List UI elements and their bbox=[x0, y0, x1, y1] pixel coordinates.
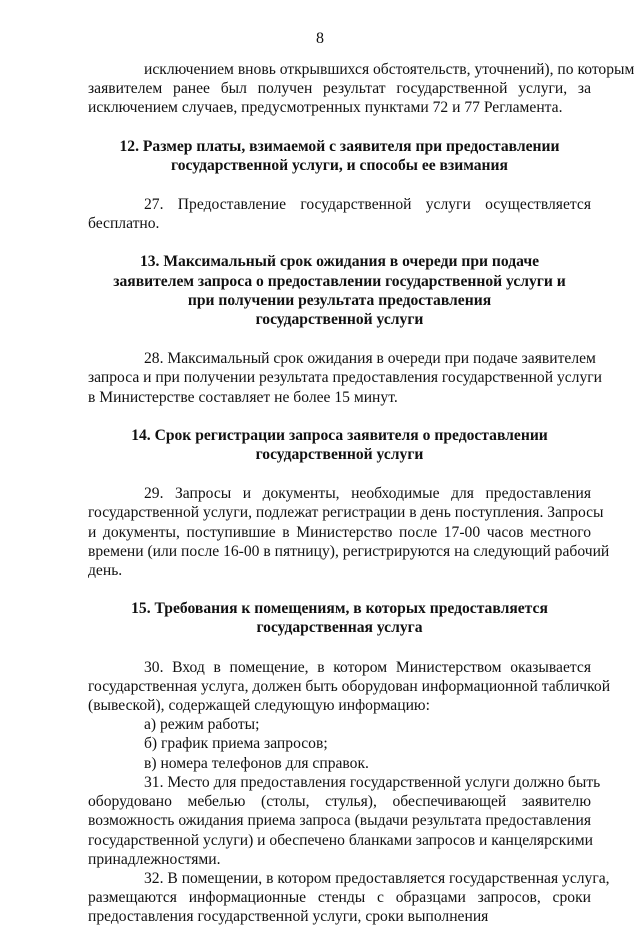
heading-line: при получении результата предоставления bbox=[187, 291, 492, 309]
section-heading bbox=[88, 599, 591, 637]
paragraph-line: в Министерстве составляет не более 15 минут. bbox=[88, 388, 398, 406]
paragraph-line: 27. Предоставление государственной услуги осуществляется bbox=[144, 196, 591, 214]
paragraph-line: 30. Вход в помещение, в котором Министерством оказывается bbox=[144, 658, 591, 676]
heading-line: государственная услуга bbox=[256, 619, 423, 637]
heading-line: заявителем запроса о предоставлении государственной услуги и bbox=[113, 272, 566, 290]
paragraph-line: заявителем ранее был получен результат государственной услуги, за bbox=[88, 80, 591, 98]
paragraph-line: запроса и при получении результата предоставления государственной услуги bbox=[88, 369, 602, 387]
section-heading bbox=[88, 252, 591, 329]
page-number: 8 bbox=[316, 30, 324, 47]
paragraph-line: (вывеской), содержащей следующую информацию: bbox=[88, 697, 430, 715]
paragraph-line: 31. Место для предоставления государственной услуги должно быть bbox=[144, 773, 601, 791]
paragraph-line: бесплатно. bbox=[88, 215, 160, 233]
heading-line: 14. Срок регистрации запроса заявителя о предоставлении bbox=[131, 426, 548, 444]
paragraph-line: возможность ожидания приема запроса (выдачи результата предоставления bbox=[88, 812, 591, 830]
section-heading bbox=[88, 426, 591, 464]
list-item: в) номера телефонов для справок. bbox=[144, 754, 369, 772]
document-body bbox=[88, 60, 635, 927]
paragraph bbox=[88, 869, 610, 927]
paragraph-line: принадлежностями. bbox=[88, 850, 221, 868]
paragraph-line: день. bbox=[88, 562, 123, 580]
section-heading bbox=[88, 137, 591, 175]
heading-line: 12. Размер платы, взимаемой с заявителя при предоставлении bbox=[119, 137, 560, 155]
heading-line: государственной услуги bbox=[255, 446, 424, 464]
paragraph-line: оборудовано мебелью (столы, стулья), обеспечивающей заявителю bbox=[88, 793, 591, 811]
heading-line: государственной услуги bbox=[255, 311, 424, 329]
paragraph bbox=[88, 195, 591, 233]
paragraph-line: и документы, поступившие в Министерство после 17-00 часов местного bbox=[88, 523, 591, 541]
paragraph-line: государственной услуги) и обеспечено бланками запросов и канцелярскими bbox=[88, 831, 593, 849]
paragraph-line: исключением случаев, предусмотренных пунктами 72 и 77 Регламента. bbox=[88, 99, 563, 117]
paragraph bbox=[88, 773, 601, 869]
paragraph-line: 28. Максимальный срок ожидания в очереди при подаче заявителем bbox=[144, 350, 596, 368]
paragraph bbox=[88, 658, 611, 716]
paragraph-line: размещаются информационные стенды с образцами запросов, сроки bbox=[88, 889, 591, 907]
paragraph-line: 29. Запросы и документы, необходимые для предоставления bbox=[144, 485, 591, 503]
paragraph-line: государственной услуги, подлежат регистрации в день поступления. Запросы bbox=[88, 504, 604, 522]
paragraph bbox=[88, 349, 602, 407]
paragraph-line: предоставления государственной услуги, сроки выполнения bbox=[88, 908, 489, 926]
paragraph bbox=[88, 60, 635, 118]
heading-line: государственной услуги, и способы ее взимания bbox=[171, 156, 508, 174]
paragraph-line: исключением вновь открывшихся обстоятельств, уточнений), по которым bbox=[144, 61, 635, 78]
paragraph-line: 32. В помещении, в котором предоставляется государственная услуга, bbox=[144, 869, 610, 887]
heading-line: 15. Требования к помещениям, в которых предоставляется bbox=[131, 600, 548, 618]
paragraph-line: времени (или после 16-00 в пятницу), регистрируются на следующий рабочий bbox=[88, 542, 610, 560]
list-item: б) график приема запросов; bbox=[144, 735, 328, 753]
list-item: а) режим работы; bbox=[144, 716, 260, 734]
info-list bbox=[88, 715, 591, 773]
heading-line: 13. Максимальный срок ожидания в очереди при подаче bbox=[139, 253, 540, 271]
paragraph bbox=[88, 484, 610, 580]
paragraph-line: государственная услуга, должен быть оборудован информационной табличкой bbox=[88, 677, 611, 695]
